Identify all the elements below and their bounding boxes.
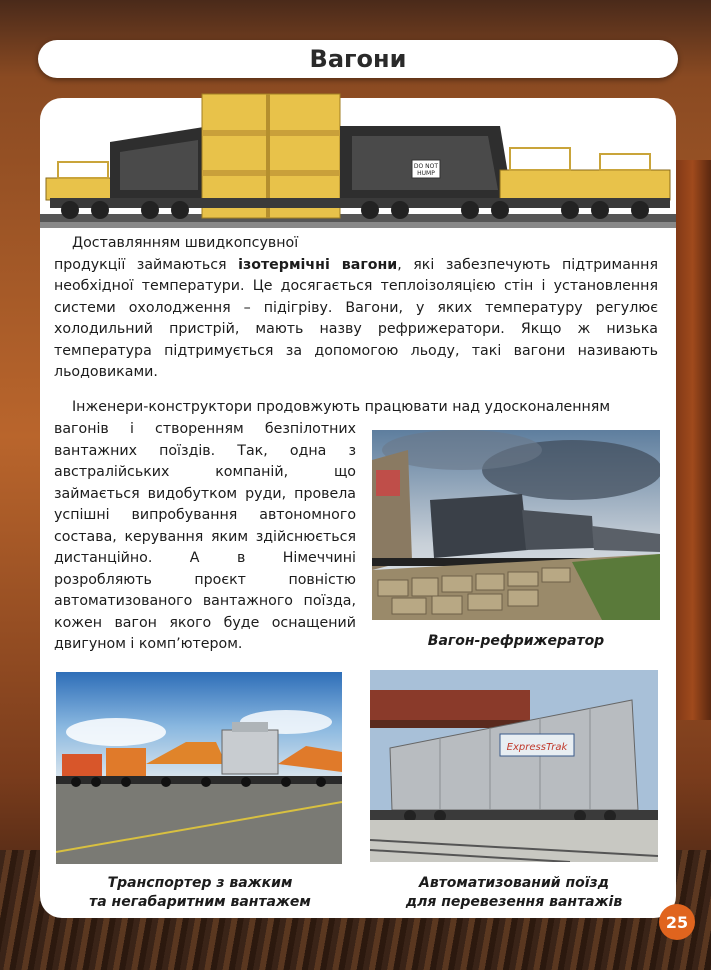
paragraph-1-part-b: , які забезпечують підтримання необхідної температури. Це досягається теплоізоляцією стін і установлення системи охолодження – підігріву. Вагони, у яких температуру регулює холодильний пристрій, мають назву рефрижератори. Якщо ж низька температура підтримується за допомогою льоду, такі вагони називають льодовиками. [54,256,658,380]
express-trak-logo: ExpressTrak [506,742,568,753]
caption-automated [370,874,658,912]
refrigerator-wagon-photo [372,430,660,620]
paragraph-1-part-a: продукції займаються [54,256,239,273]
transporter-photo [56,672,342,864]
page-title-bar [38,40,678,78]
automated-train-photo [370,670,658,862]
caption-refrigerator: Вагон-рефрижератор [427,633,605,649]
caption-transporter-line2: та негабаритним вантажем [89,894,311,910]
page-title: Вагони [309,45,407,73]
hero-sign-line1: DO NOT [413,163,439,170]
paragraph-1-bold-term: ізотермічні вагони [238,256,398,273]
caption-transporter-line1: Транспортер з важким [107,875,293,891]
page-number: 25 [659,904,695,940]
paragraph-2-line1: Інженери-конструктори продовжують працювати над удосконаленням [72,399,611,415]
paragraph-2-column: вагонів і створенням безпілотних вантажних поїздів. Так, одна з австралійських компаній, що займається видобутком руди, провела успішні випробування автономного состава, керування яким здійснюється дистанційно. А в Німеччині розробляють проєкт повністю автоматизованого вантажного поїзда, кожен вагон якого буде оснащений двигуном і комп’ютером. [54,421,356,652]
paragraph-1-first-line: Доставлянням швидкопсувної [72,235,299,251]
paragraph-2-first-line [54,397,658,419]
paragraph-isothermal [54,233,658,384]
hero-sign-line2: HUMP [417,170,435,177]
caption-automated-line2: для перевезення вантажів [405,894,623,910]
caption-transporter [50,874,350,912]
hero-train-image [40,86,676,248]
caption-automated-line1: Автоматизований поїзд [419,875,609,891]
